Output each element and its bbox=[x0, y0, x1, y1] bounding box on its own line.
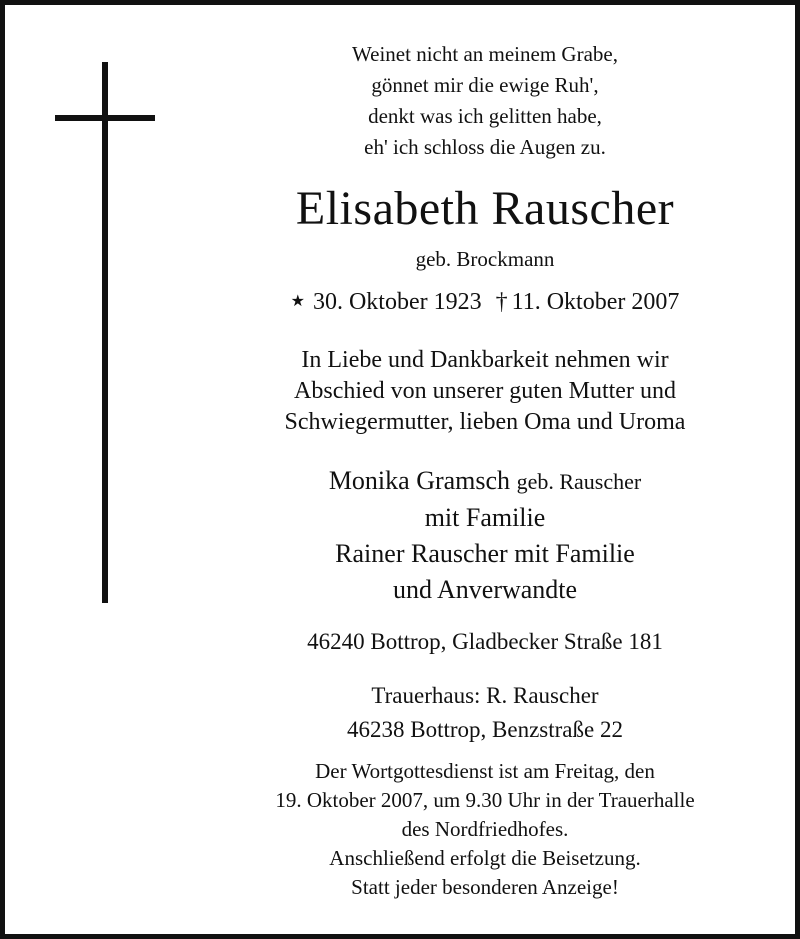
family-address: 46240 Bottrop, Gladbecker Straße 181 bbox=[307, 629, 663, 654]
cross-horizontal-bar bbox=[55, 115, 155, 121]
mourning-house bbox=[175, 679, 795, 747]
life-dates bbox=[175, 286, 795, 318]
death-date: 11. Oktober 2007 bbox=[511, 289, 680, 315]
poem bbox=[175, 39, 795, 163]
maiden-name: geb. Brockmann bbox=[415, 247, 555, 271]
service-info bbox=[175, 757, 795, 902]
deceased-name: Elisabeth Rauscher bbox=[295, 182, 675, 235]
mourner-line bbox=[175, 463, 795, 500]
mourner-line: mit Familie bbox=[424, 503, 546, 532]
service-line: Der Wortgottesdienst ist am Freitag, den bbox=[315, 759, 655, 783]
cross-vertical-bar bbox=[102, 62, 108, 603]
mourner-line: und Anverwandte bbox=[392, 575, 578, 604]
mourner-name: Monika Gramsch bbox=[328, 466, 511, 495]
poem-line: eh' ich schloss die Augen zu. bbox=[364, 135, 606, 159]
birth-date: 30. Oktober 1923 bbox=[312, 289, 482, 315]
mourners bbox=[175, 463, 795, 608]
farewell-line: In Liebe und Dankbarkeit nehmen wir bbox=[301, 347, 669, 373]
poem-line: denkt was ich gelitten habe, bbox=[368, 104, 602, 128]
mourning-house-line: Trauerhaus: R. Rauscher bbox=[371, 683, 599, 708]
farewell-text bbox=[175, 345, 795, 438]
service-line: 19. Oktober 2007, um 9.30 Uhr in der Trauerhalle bbox=[275, 788, 695, 812]
service-line: Anschließend erfolgt die Beisetzung. bbox=[329, 846, 641, 870]
dagger-icon: † bbox=[495, 289, 508, 315]
poem-line: Weinet nicht an meinem Grabe, bbox=[352, 42, 618, 66]
farewell-line: Abschied von unserer guten Mutter und bbox=[294, 378, 676, 404]
star-icon: ★ bbox=[290, 293, 305, 310]
mourning-house-line: 46238 Bottrop, Benzstraße 22 bbox=[347, 717, 623, 742]
mourner-maiden-note: geb. Rauscher bbox=[516, 469, 642, 494]
service-line: des Nordfriedhofes. bbox=[401, 817, 569, 841]
farewell-line: Schwiegermutter, lieben Oma und Uroma bbox=[284, 409, 686, 435]
poem-line: gönnet mir die ewige Ruh', bbox=[371, 73, 599, 97]
mourner-line: Rainer Rauscher mit Familie bbox=[335, 539, 635, 568]
service-line: Statt jeder besonderen Anzeige! bbox=[351, 875, 619, 899]
